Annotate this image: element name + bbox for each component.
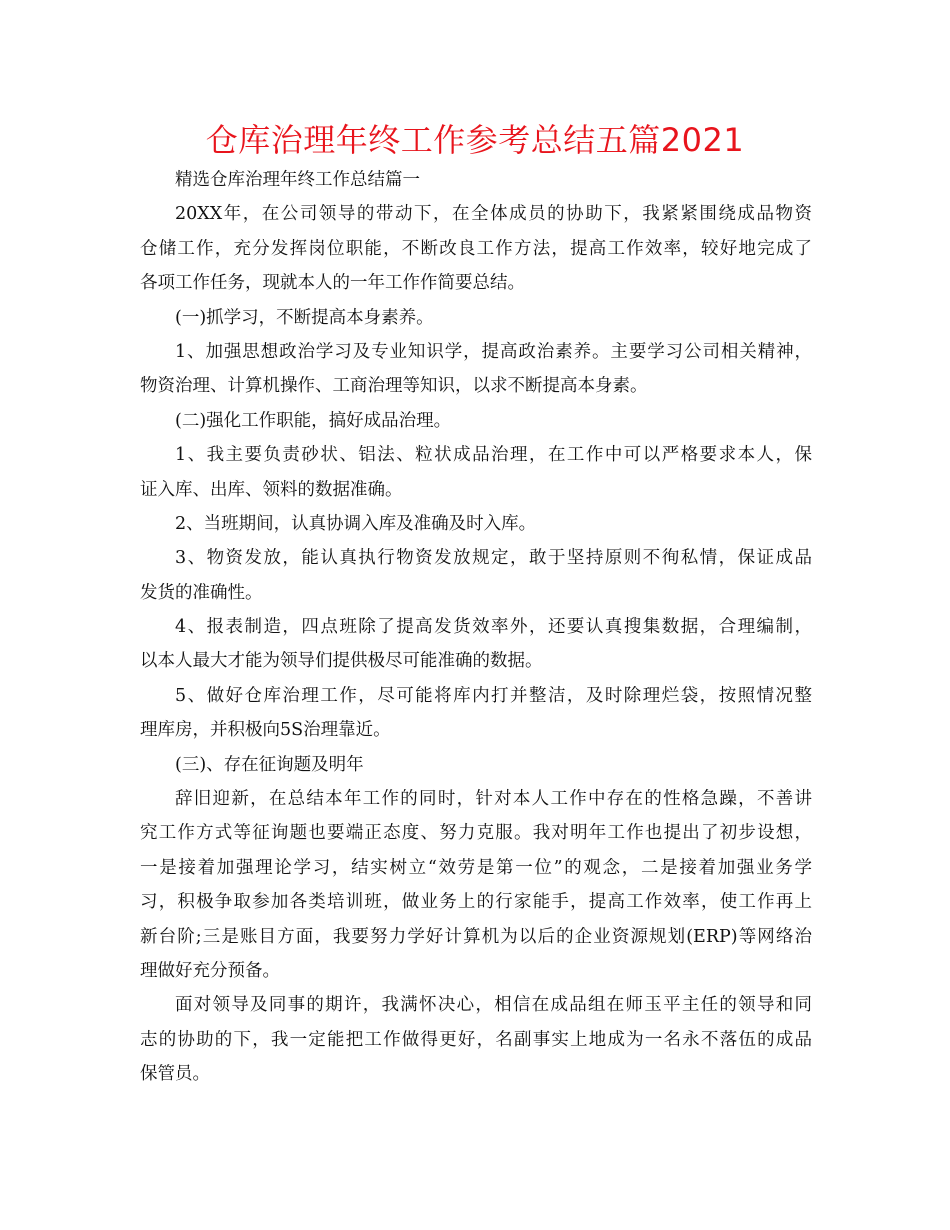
paragraph-line: 1、我主要负责砂状、铝法、粒状成品治理，在工作中可以严格要求本人，保: [175, 445, 812, 466]
paragraph-line: 证入库、出库、领料的数据准确。: [140, 479, 403, 500]
paragraph-line: 习，积极争取参加各类培训班，做业务上的行家能手，提高工作效率，使工作再上: [140, 892, 812, 913]
paragraph-line: 以本人最大才能为领导们提供极尽可能准确的数据。: [140, 651, 543, 672]
paragraph-line: 1、加强思想政治学习及专业知识学，提高政治素养。主要学习公司相关精神，: [175, 341, 812, 362]
paragraph-line: 新台阶;三是账目方面，我要努力学好计算机为以后的企业资源规划(ERP)等网络治: [140, 926, 812, 947]
paragraph-line: 发货的准确性。: [140, 582, 263, 603]
paragraph-line: 5、做好仓库治理工作，尽可能将库内打并整洁，及时除理烂袋，按照情况整: [175, 685, 812, 706]
document-title: 仓库治理年终工作参考总结五篇2021: [205, 121, 745, 159]
paragraph-line: 面对领导及同事的期许，我满怀决心，相信在成品组在师玉平主任的领导和同: [175, 995, 812, 1016]
paragraph-line: 理库房，并积极向5S治理靠近。: [140, 720, 391, 741]
subsection-heading: (三)、存在征询题及明年: [175, 754, 364, 775]
paragraph-line: 4、报表制造，四点班除了提高发货效率外，还要认真搜集数据，合理编制，: [175, 617, 812, 638]
paragraph-line: 物资治理、计算机操作、工商治理等知识，以求不断提高本身素。: [140, 376, 648, 397]
paragraph-line: 辞旧迎新，在总结本年工作的同时，针对本人工作中存在的性格急躁，不善讲: [175, 789, 812, 810]
subsection-heading: (一)抓学习，不断提高本身素养。: [175, 307, 434, 328]
paragraph-line: 仓储工作，充分发挥岗位职能，不断改良工作方法，提高工作效率，较好地完成了: [140, 238, 812, 259]
paragraph-line: 2、当班期间，认真协调入库及准确及时入库。: [175, 513, 537, 534]
paragraph-line: 20XX年，在公司领导的带动下，在全体成员的协助下，我紧紧围绕成品物资: [175, 204, 812, 225]
paragraph-line: 志的协助的下，我一定能把工作做得更好，名副事实上地成为一名永不落伍的成品: [140, 1029, 812, 1050]
paragraph-line: 理做好充分预备。: [140, 960, 280, 981]
paragraph-line: 保管员。: [140, 1064, 210, 1085]
paragraph-line: 3、物资发放，能认真执行物资发放规定，敢于坚持原则不徇私情，保证成品: [175, 548, 812, 569]
section-heading: 精选仓库治理年终工作总结篇一: [175, 170, 420, 190]
document-body: [140, 163, 812, 1092]
paragraph-line: 一是接着加强理论学习，结实树立“效劳是第一位”的观念，二是接着加强业务学: [140, 857, 812, 878]
paragraph-line: 各项工作任务，现就本人的一年工作作简要总结。: [140, 273, 525, 294]
subsection-heading: (二)强化工作职能，搞好成品治理。: [175, 410, 452, 431]
paragraph-line: 究工作方式等征询题也要端正态度、努力克服。我对明年工作也提出了初步设想，: [140, 823, 812, 844]
